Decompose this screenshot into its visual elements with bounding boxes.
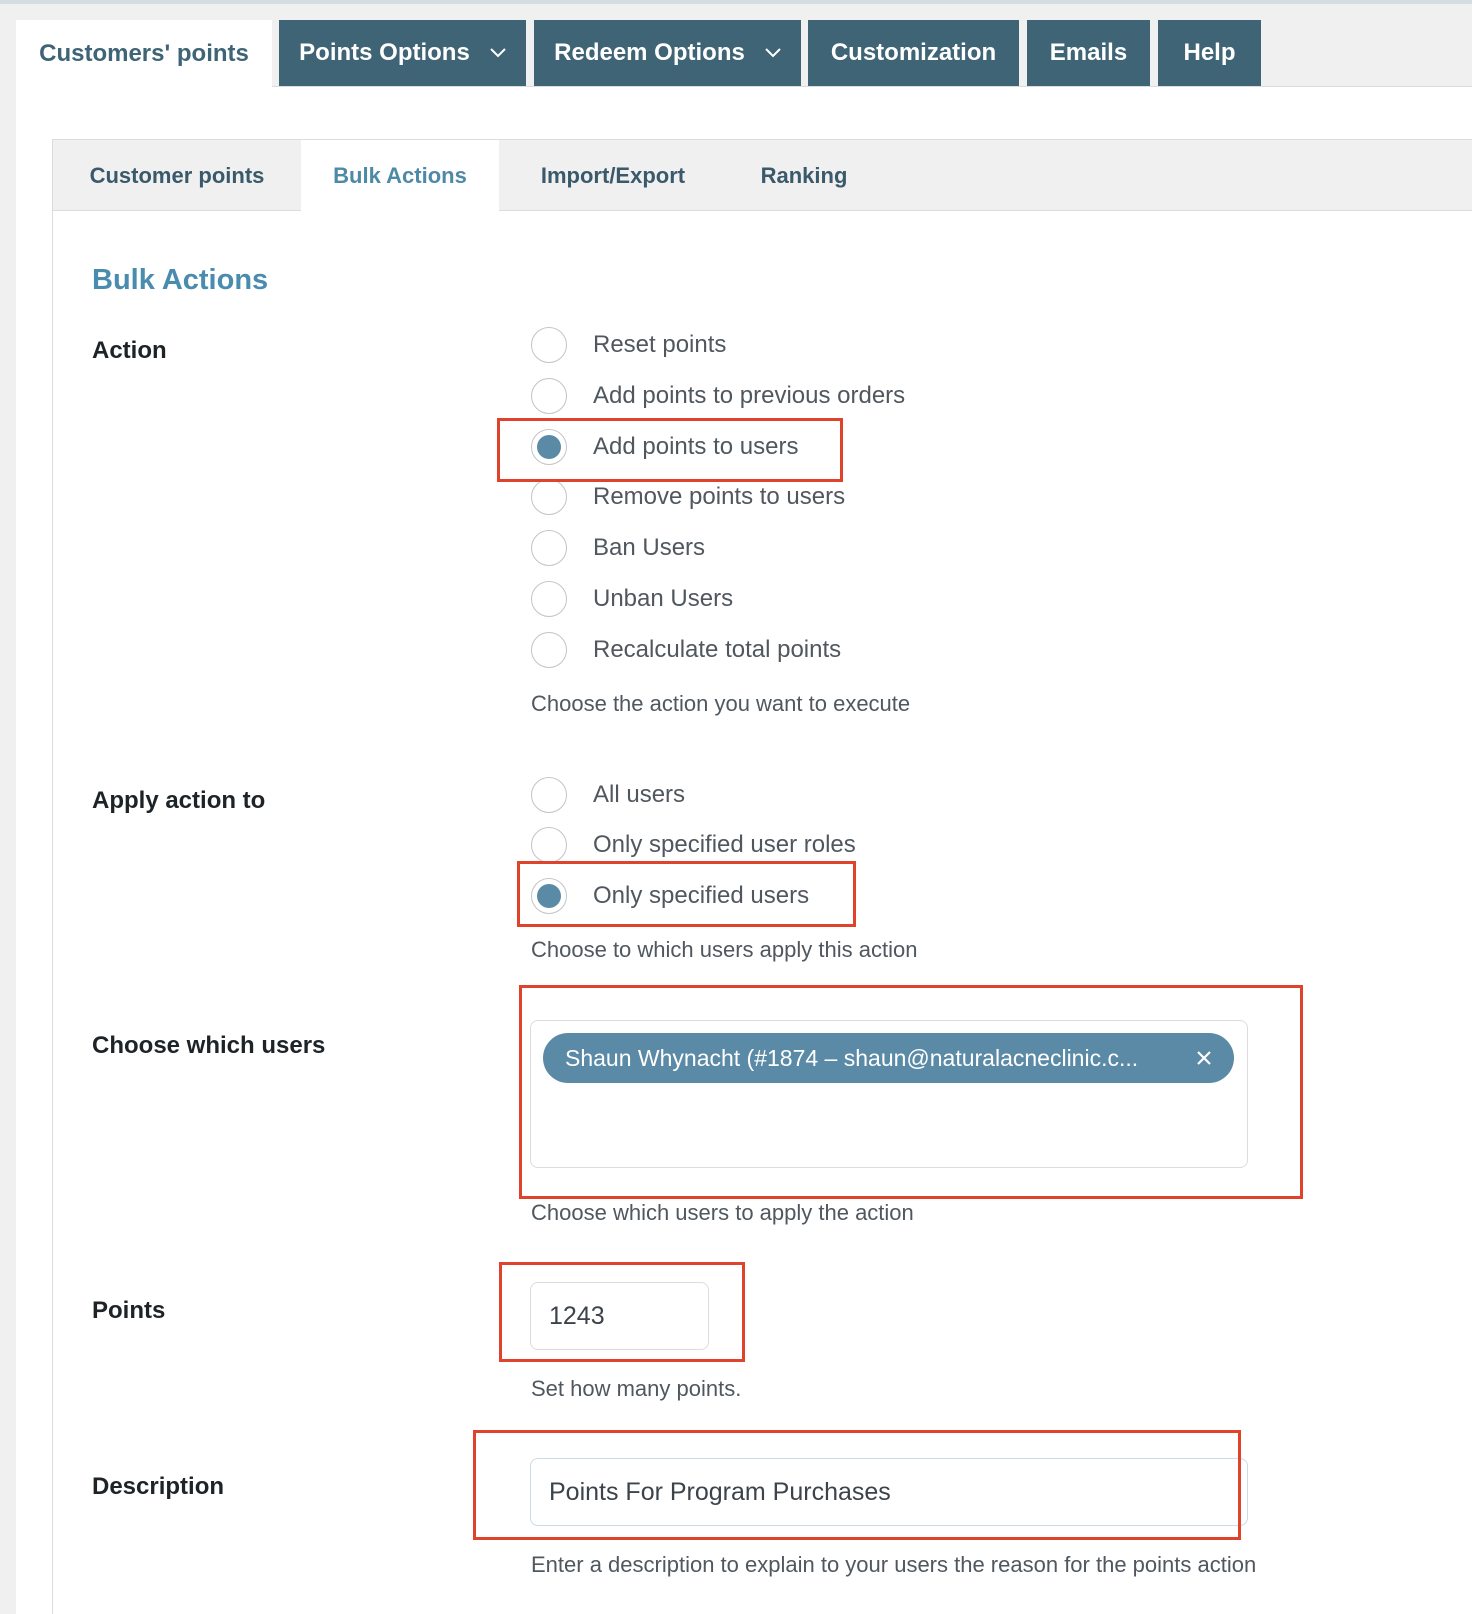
tab-customers-points[interactable] (16, 20, 272, 87)
subtab-import-export[interactable] (499, 140, 727, 212)
tab-points-options[interactable] (279, 20, 526, 86)
subtab-label: Bulk Actions (333, 163, 467, 188)
radio-ban-users[interactable] (531, 528, 705, 568)
radio-remove-points-to-users[interactable] (531, 477, 845, 517)
tab-label: Emails (1049, 39, 1128, 66)
radio-label: Reset points (593, 331, 727, 358)
radio-circle[interactable] (531, 530, 567, 566)
radio-label: Ban Users (593, 534, 706, 561)
radio-circle[interactable] (531, 327, 567, 363)
chevron-down-icon (765, 48, 781, 58)
action-description: Choose the action you want to execute (531, 691, 911, 716)
section-title: Bulk Actions (92, 264, 269, 296)
tab-help[interactable] (1158, 20, 1261, 86)
subtab-bulk-actions[interactable] (301, 140, 499, 212)
highlight-box (473, 1430, 1241, 1540)
tab-customization[interactable] (808, 20, 1019, 86)
radio-label: All users (593, 781, 686, 808)
description-help-text: Enter a description to explain to your users the reason for the points action (531, 1552, 1257, 1577)
action-label: Action (92, 337, 167, 364)
tab-label: Redeem Options (554, 39, 745, 66)
subtab-label: Customer points (89, 163, 265, 188)
radio-add-points-previous-orders[interactable] (531, 376, 905, 416)
radio-circle[interactable] (531, 827, 567, 863)
subtab-customer-points[interactable] (53, 140, 301, 212)
radio-circle[interactable] (531, 632, 567, 668)
radio-all-users[interactable] (531, 775, 685, 815)
radio-circle[interactable] (531, 479, 567, 515)
tab-label: Customization (830, 39, 997, 66)
radio-circle[interactable] (531, 378, 567, 414)
points-label: Points (92, 1297, 166, 1324)
choose-users-label: Choose which users (92, 1032, 326, 1059)
highlight-box (499, 1262, 745, 1362)
radio-recalculate-total-points[interactable] (531, 630, 841, 670)
apply-action-label: Apply action to (92, 787, 266, 814)
radio-label: Add points to previous orders (593, 382, 906, 409)
radio-label: Unban Users (593, 585, 734, 612)
selected-user-text: Shaun Whynacht (#1874 – shaun@naturalacneclinic.c... (565, 1044, 1139, 1071)
tab-emails[interactable] (1027, 20, 1150, 86)
highlight-box (519, 985, 1303, 1199)
radio-reset-points[interactable] (531, 325, 726, 365)
points-value: 1243 (549, 1301, 605, 1330)
highlight-box (497, 418, 843, 482)
tab-label: Customers' points (39, 39, 249, 67)
tab-label: Points Options (299, 39, 470, 66)
highlight-box (517, 861, 856, 927)
apply-action-description: Choose to which users apply this action (531, 937, 918, 962)
radio-label: Remove points to users (593, 483, 846, 510)
tab-redeem-options[interactable] (534, 20, 801, 86)
radio-unban-users[interactable] (531, 579, 733, 619)
radio-label: Add points to users (593, 433, 799, 460)
description-value: Points For Program Purchases (549, 1477, 891, 1506)
radio-label: Only specified users (593, 882, 810, 909)
points-description: Set how many points. (531, 1376, 742, 1401)
radio-only-specified-user-roles[interactable] (531, 825, 856, 865)
description-label: Description (92, 1473, 225, 1500)
chevron-down-icon (490, 48, 506, 58)
subtab-label: Ranking (760, 163, 848, 188)
choose-users-description: Choose which users to apply the action (531, 1200, 914, 1225)
sub-tab-bar (52, 139, 1472, 211)
radio-label: Only specified user roles (593, 831, 856, 858)
subtab-label: Import/Export (540, 163, 686, 188)
radio-circle[interactable] (531, 777, 567, 813)
radio-label: Recalculate total points (593, 636, 842, 663)
radio-circle[interactable] (531, 581, 567, 617)
tab-label: Help (1183, 39, 1236, 66)
subtab-ranking[interactable] (727, 140, 881, 212)
